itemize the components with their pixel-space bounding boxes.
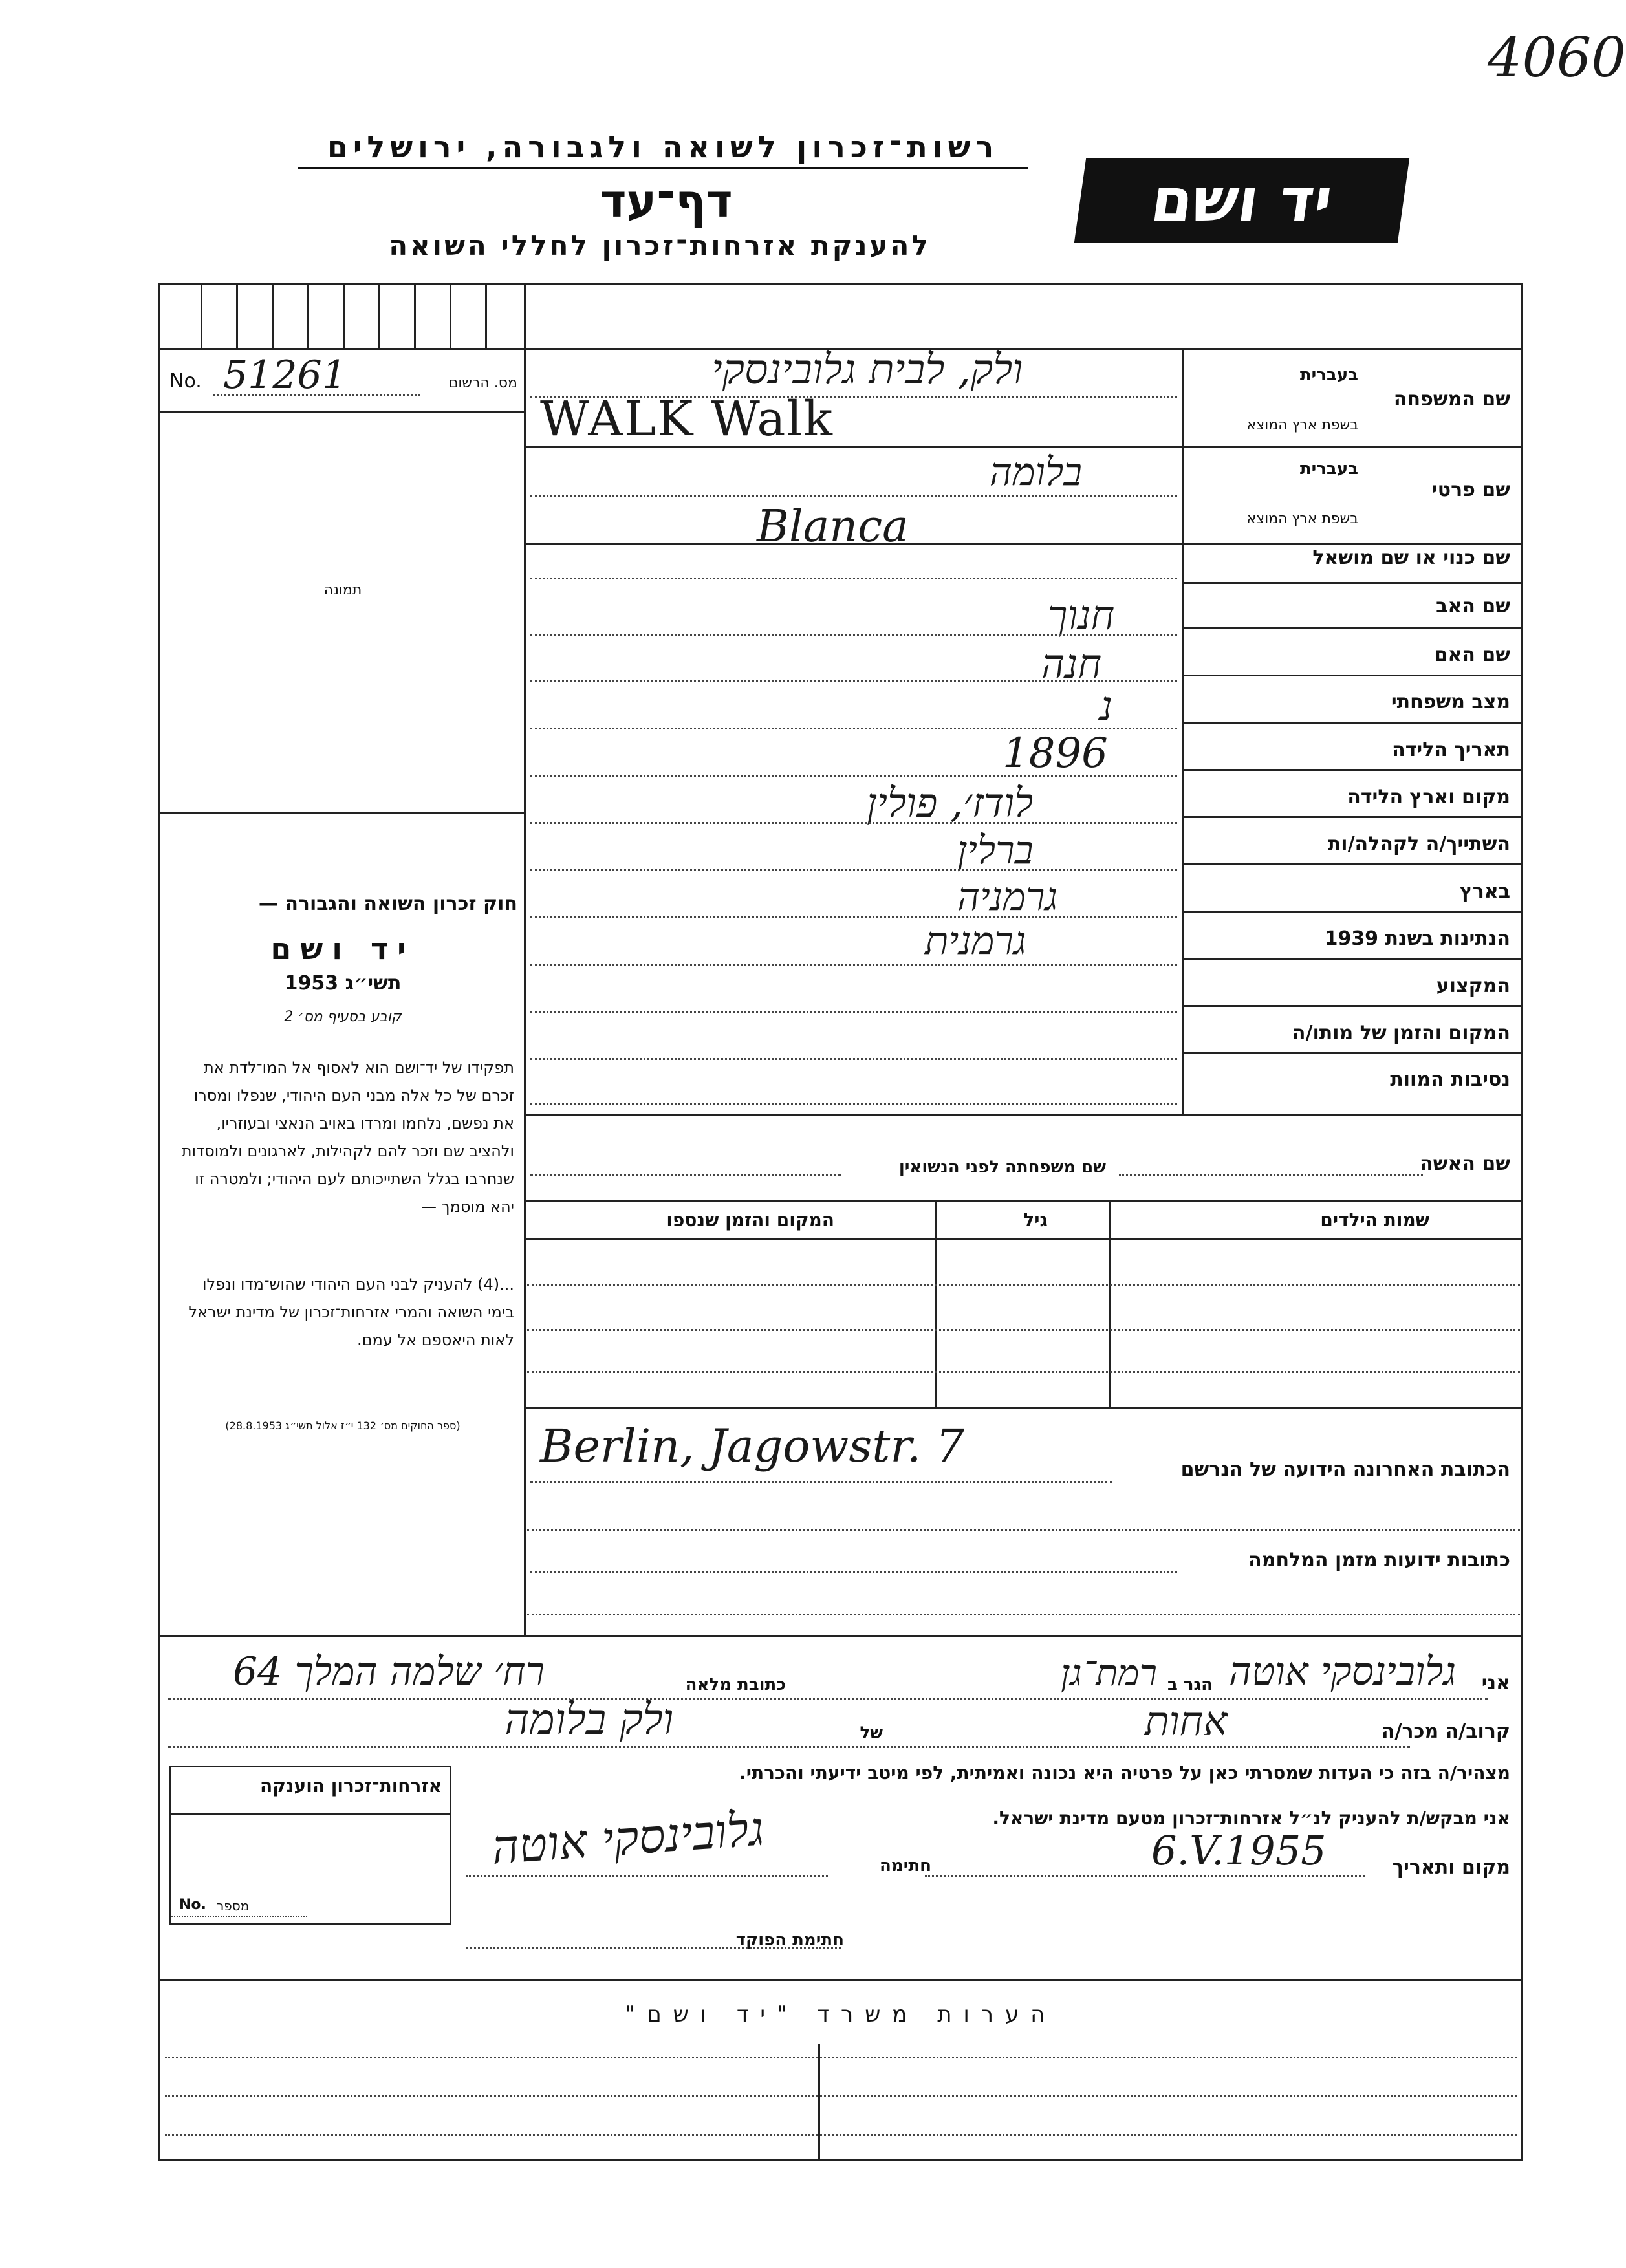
registration-number: 51261	[223, 352, 347, 398]
form-title: דף־עד	[600, 175, 733, 228]
declarant-signature: גלובינסקי אוטה	[490, 1801, 766, 1875]
last-address-value: Berlin, Jagowstr. 7	[540, 1420, 965, 1473]
date-value: 6.V.1955	[1151, 1827, 1327, 1874]
relation-value: אחות	[1145, 1698, 1228, 1745]
citizenship-box-no-label: No.	[179, 1897, 206, 1913]
table-row	[527, 1371, 1520, 1373]
declaration-text: מצהיר/ה בזה כי העדות שמסרתי כאן על פרטיה היא נכונה ואמיתית, לפי מיטב ידיעתי והכרתי.	[739, 1762, 1510, 1784]
children-names-header: שמות הילדים	[1320, 1209, 1429, 1231]
law-clause: קובע בסעיף מס׳ 2	[284, 1009, 402, 1025]
declarant-city-value: רמת־גן	[1061, 1652, 1158, 1694]
relative-label: קרוב/ה מכר/ה	[1381, 1720, 1510, 1743]
first-name-origin-value: Blanca	[757, 501, 909, 552]
birth-date-label: תאריך הלידה	[1392, 739, 1510, 761]
archive-number: 4060	[1488, 26, 1626, 89]
law-year: תשי״ג 1953	[284, 972, 402, 995]
declarant-i-label: אני	[1481, 1672, 1510, 1694]
law-body: תפקידו של יד־ושם הוא לאסוף אל המו־לדת את זכרם של כל אלה מבני העם היהודי, שנפלו ומסרו את נפשם, נלחמו ומרדו באויב הנאצי ובעוזריו, ולהציב שם וזכר להם לקהילות, לארגונים ולמוסדות שנחרבו בגלל השתייכותם לעם היהודי; ולמטרה זו יהא מוסמך —	[181, 1059, 514, 1216]
declarant-name-value: גלובינסקי אוטה	[1229, 1649, 1457, 1694]
wartime-address-label: כתובות ידועות מזמן המלחמה	[1248, 1549, 1510, 1571]
mother-value: חנה	[1041, 640, 1102, 687]
law-name: יד ושם	[270, 931, 415, 966]
children-fate-header: המקום והזמן שנספו	[666, 1209, 834, 1231]
marital-status-label: מצב משפחתי	[1391, 691, 1510, 713]
surname-hebrew-label: בעברית	[1299, 365, 1358, 385]
first-name-hebrew-value: בלומה	[990, 449, 1083, 495]
birth-date-value: 1896	[1003, 729, 1108, 777]
father-value: חנוך	[1048, 592, 1115, 639]
request-text: אני מבקש/ת להעניק לנ״ל אזרחות־זכרון מטעם מדינת ישראל.	[992, 1808, 1510, 1829]
place-date-label: מקום ותאריך	[1392, 1856, 1510, 1879]
table-row	[527, 1284, 1520, 1286]
signature-label: חתימה	[880, 1856, 931, 1875]
citizenship-1939-label: הנתינות בשנת 1939	[1324, 927, 1510, 950]
surname-origin-label: בשפת ארץ המוצא	[1246, 417, 1358, 433]
father-label: שם האב	[1436, 595, 1510, 618]
citizenship-box-number-label: מספר	[217, 1898, 250, 1914]
official-signature-label: חתימת הפוקד	[735, 1930, 844, 1950]
children-age-header: גיל	[1023, 1209, 1048, 1231]
of-value: ולק בלומה	[504, 1694, 674, 1744]
surname-hebrew-value: ולק, לבית גלובינסקי	[711, 346, 1023, 394]
death-place-time-label: המקום והזמן של מותו/ה	[1292, 1022, 1510, 1044]
last-address-label: הכתובת האחרונה הידועה של הנרשם	[1180, 1458, 1510, 1481]
citizenship-granted-box	[169, 1766, 451, 1925]
citizenship-1939-value: גרמנית	[925, 918, 1026, 964]
nickname-label: שם כנוי או שם מושאל	[1312, 546, 1510, 569]
country-label: בארץ	[1459, 880, 1510, 903]
surname-label: שם המשפחה	[1393, 388, 1510, 411]
birth-place-label: מקום וארץ הלידה	[1347, 786, 1510, 808]
of-label: של	[860, 1723, 883, 1743]
first-name-origin-label: בשפת ארץ המוצא	[1246, 511, 1358, 527]
law-citation: (ספר החוקים מס׳ 132 י״ז אלול תשי״ג 28.8.1953)	[225, 1420, 461, 1432]
community-value: ברלין	[957, 828, 1034, 873]
first-name-hebrew-label: בעברית	[1299, 459, 1358, 479]
first-name-label: שם פרטי	[1431, 479, 1510, 501]
photo-label: תמונה	[323, 582, 362, 598]
marital-status-value: נ	[1100, 682, 1113, 729]
community-label: השתייך/ה לקהלה/ות	[1327, 833, 1510, 856]
table-row	[527, 1329, 1520, 1331]
authority-heading: רשות־זכרון לשואה ולגבורה, ירושלים	[298, 129, 1028, 169]
form-subtitle: להענקת אזרחות־זכרון לחללי השואה	[389, 230, 931, 261]
declarant-residing-label: הגר ב	[1167, 1675, 1213, 1694]
country-value: גרמניה	[957, 874, 1058, 920]
office-notes-title: הערות משרד "יד ושם"	[625, 2002, 1057, 2027]
death-circumstances-label: נסיבות המוות	[1390, 1068, 1510, 1091]
full-address-label: כתובת מלאה	[685, 1675, 786, 1694]
citizenship-box-title: אזרחות־זכרון הוענקה	[260, 1775, 442, 1797]
birth-place-value: לודז׳, פולין	[867, 779, 1034, 826]
law-clause-4: ...(4) להעניק לבני העם היהודי שהוש־מדו ונפלו בימי השואה והמרי אזרחות־זכרון של מדינת ישראל לאות היאספם אל עמם.	[188, 1275, 514, 1349]
registration-number-label: מס. הרשום	[448, 375, 517, 391]
registration-no-label: No.	[169, 370, 202, 393]
wife-maiden-label: שם משפחתה לפני הנשואין	[898, 1158, 1106, 1177]
declarant-address-value: רח׳ שלמה המלך 64	[233, 1649, 545, 1694]
wife-label: שם האשה	[1420, 1152, 1510, 1175]
surname-origin-value: WALK Walk	[540, 391, 834, 447]
profession-label: המקצוע	[1436, 975, 1510, 997]
law-title: חוק זכרון השואה והגבורה —	[258, 892, 517, 915]
mother-label: שם האם	[1434, 643, 1510, 666]
yad-vashem-logo: יד ושם	[1074, 158, 1409, 243]
